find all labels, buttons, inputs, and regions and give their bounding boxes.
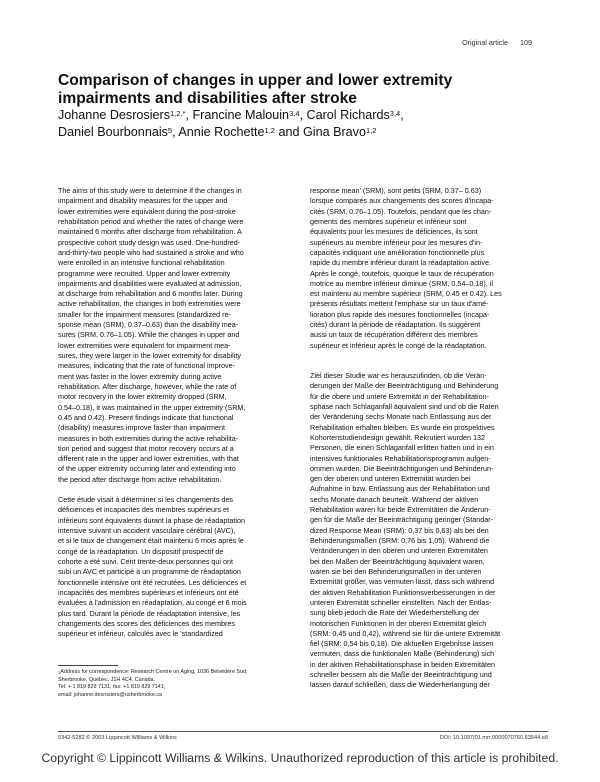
abstract-line: bei den Maßen der Beeinträchtigung äquivalent waren, [310, 556, 485, 566]
abstract-line: 0.54–0.18), it was maintained in the upper extremity (SRM, [58, 402, 246, 412]
abstract-line: intensives funktionales Rehabilitationsprogramm aufgen- [310, 453, 491, 463]
abstract-line: unteren Extremität schneller einstellten. Nach der Entlas- [310, 597, 492, 607]
header-section: Original article [462, 38, 508, 47]
abstract-line: motorischen Funktionen in der oberen Extremität gleich [310, 618, 487, 628]
abstract-line: intensive suivant un accident vasculaire cérébral (AVC), [58, 526, 236, 535]
abstract-line: vermuten, dass die funktionalen Maße (Behinderung) sich [310, 649, 495, 659]
right-column [310, 186, 548, 691]
abstract-line: supérieurs au membre inférieur pour les mesures d'in- [310, 237, 483, 247]
author-affiliation: 3,4 [389, 109, 401, 118]
abstract-line: were enrolled in an intensive functional rehabilitation [58, 258, 225, 268]
abstract-line: Aufnahme in bzw. Entlassung aus der Rehabilitation und [310, 484, 490, 494]
abstract-line: ment was faster in the lower extremity during active [58, 371, 222, 381]
abstract-line: motrice au membre inférieur diminue (SRM, 0.54–0.18), il [310, 278, 493, 288]
author-name: Carol Richards [306, 108, 390, 122]
author-affiliation: 1,2, [170, 109, 183, 118]
paragraph-gap [310, 351, 548, 371]
abstract-line: lower extremities were equivalent during the post-stroke [58, 206, 236, 216]
abstract-german [310, 371, 548, 691]
abstract-line: sechs Monate danach beurteilt. Während der aktiven [310, 494, 479, 504]
abstract-line: waren sie bei den Behinderungsmaßen in der unteren [310, 566, 482, 576]
left-column [58, 186, 290, 639]
abstract-line: sung blieb jedoch die Rate der Wiederherstellung der [310, 608, 480, 618]
abstract-line: rapide du membre inférieur durant la réadaptation active. [310, 258, 491, 268]
author-affiliation: 5 [167, 126, 173, 135]
abstract-line: Behinderungsmaßen (SRM: 0,76 bis 1,05). Während die [310, 536, 490, 545]
footnote-divider [58, 665, 118, 666]
title-line: Comparison of changes in upper and lower extremity [58, 72, 453, 89]
abstract-line: rehabilitation period and whether the rates of change were [58, 216, 244, 226]
abstract-line: in der aktiven Rehabilitationsphase in beiden Extremitäten [310, 659, 495, 669]
abstract-line: smaller for the impairment measures (standardized re- [58, 309, 231, 319]
abstract-line: sponse mean (SRM), 0.37–0.63) than the disability mea- [58, 320, 239, 330]
author-list [58, 107, 558, 141]
abstract-line: congé de la réadaptation. Un dispositif prospectif de [58, 546, 224, 556]
abstract-line: sphase nach Schlaganfall äquivalent sind und ob die Raten [310, 401, 499, 411]
abstract-line: sures (SRM, 0.76–1.05). While the changes in upper and [58, 330, 240, 340]
abstract-line: programme were recruited. Upper and lower extremity [58, 268, 231, 278]
abstract-line: gements des membres supérieur et inférieur sont [310, 216, 467, 226]
abstract-line: active rehabilitation, the changes in both extremities were [58, 299, 241, 309]
abstract-line: subi un AVC et participé à un programme de réadaptation [58, 567, 241, 577]
abstract-line: The aims of this study were to determine if the changes in [58, 186, 242, 195]
footer-divider [58, 731, 548, 732]
abstract-line: tion period and suggest that motor recovery occurs at a [58, 443, 234, 453]
abstract-line: and-thirty-two people who had sustained a stroke and who [58, 247, 244, 257]
abstract-line: (disability) measures improve faster than impairment [58, 423, 225, 433]
abstract-line: impairment and disability measures for the upper and [58, 196, 228, 206]
abstract-line: Rehabilitation waren für beide Extremitäten die Änderun- [310, 505, 491, 515]
abstract-line: different rate in the upper and lower extremities, with that [58, 454, 239, 464]
abstract-line: lioration plus rapide des mesures fonctionnelles (incapa- [310, 309, 490, 319]
abstract-line: für die obere und untere Extremität in der Rehabilitation- [310, 391, 489, 401]
author-name: Daniel Bourbonnais [58, 125, 168, 139]
abstract-line: gen der oberen und unteren Extremität wurden bei [310, 474, 471, 484]
abstract-line: Veränderungen in den oberen und unteren Extremitäten [310, 546, 488, 556]
author-name: Johanne Desrosiers [58, 108, 171, 122]
abstract-line: est maintenu au membre supérieur (SRM, 0.45 et 0.42). Les [310, 289, 502, 299]
abstract-line: schneller bessern als die Maße der Beeinträchtigung und [310, 670, 492, 680]
abstract-line: dized Response Mean (SRM): 0,37 bis 0,63) als bei den [310, 525, 489, 535]
paragraph-gap [58, 485, 290, 495]
abstract-line: lower extremities were equivalent for impairment mea- [58, 340, 231, 350]
abstract-line: capacités indiquant une amélioration fonctionnelle plus [310, 247, 485, 257]
footnote-line: Tel: + 1 819 829 7131; fax: +1 819 829 7141; [58, 684, 166, 691]
author-name: Annie Rochette [178, 125, 265, 139]
abstract-line: supérieur et inférieur, calculés avec le 'standardized [58, 629, 223, 639]
abstract-line: et si le taux de changement était maintenu 6 mois après le [58, 536, 244, 546]
abstract-line: Ziel dieser Studie war es herauszufinden, ob die Verän- [310, 371, 487, 380]
author-name: Gina Bravo [302, 125, 366, 139]
author-separator: , [400, 108, 404, 122]
abstract-line: lassen darauf schließen, dass die Wiederherlangung der [310, 680, 490, 690]
abstract-line: plus tard. Durant la période de réadaptation intensive, les [58, 608, 241, 618]
copyright-notice: Copyright © Lippincott Williams & Wilkins. Unauthorized reproduction of this article is prohibited. [41, 751, 559, 765]
abstract-line: at discharge from rehabilitation and 6 months later. During [58, 289, 243, 299]
abstract-line: motor recovery in the lower extremity dropped (SRM, [58, 392, 227, 402]
abstract-line: inférieurs sont équivalents durant la phase de réadaptation [58, 515, 246, 525]
author-affiliation: 1,2 [365, 126, 377, 135]
abstract-line: cités (SRM, 0.76–1.05). Toutefois, pendant que les chan- [310, 206, 492, 216]
abstract-line: évaluées à l'admission en réadaptation, au congé et 6 mois [58, 598, 247, 608]
abstract-line: der aktiven Rehabilitation Funktionsverbesserungen in der [310, 587, 496, 597]
author-separator: , [172, 125, 179, 139]
abstract-line: measures, indicating that the rate of functional improve- [58, 361, 235, 371]
abstract-line: gen für die Maße der Beeinträchtigung geringer (Standar- [310, 515, 493, 525]
abstract-line: incapacités des membres supérieurs et inférieurs ont été [58, 587, 239, 597]
abstract-line: cités) durant la période de réadaptation. Ils suggèrent [310, 320, 481, 330]
running-header [452, 38, 532, 47]
abstract-line: supérieur et inférieur après le congé de la réadaptation. [310, 340, 487, 350]
author-affiliation: 1,2 [264, 126, 275, 135]
corresponding-marker: * [182, 109, 186, 118]
footnote-email: email: johanne.desrosiers@usherbrooke.ca [58, 691, 163, 698]
abstract-line: sures, they were larger in the lower extremity for disability [58, 351, 241, 360]
abstract-line: der Veränderung sechs Monate nach Entlassung aus der [310, 412, 492, 422]
footnote-line: Address for correspondence: Research Centre on Aging, 1036 Belvédère Sud, [60, 669, 248, 675]
abstract-line: measures in both extremities during the active rehabilita- [58, 433, 239, 443]
header-page-number: 109 [520, 38, 532, 47]
abstract-line: déficiences et incapacités des membres supérieurs et [58, 505, 229, 515]
author-affiliation: 3,4 [289, 109, 300, 118]
abstract-line: (SRM: 0,45 und 0,42), während sie für die untere Extremität [310, 628, 501, 638]
abstract-line: of the upper extremity occurring later and extending into [58, 464, 236, 474]
article-title [58, 72, 548, 107]
abstract-line: Extremität größer, was vermuten lässt, dass sich während [310, 577, 495, 587]
abstract-line: fiel (SRM: 0,54 bis 0,18). Die aktuellen Ergebnisse lassen [310, 639, 494, 649]
footnote-marker: 1 [58, 670, 61, 675]
abstract-line: lorsque comparés aux changements des scores d'incapa- [310, 196, 494, 206]
abstract-french-continued [310, 186, 548, 351]
footer-issn: 0342-5282 © 2003 Lippincott Williams & Wilkins [58, 735, 177, 741]
abstract-line: Après le congé, toutefois, quoique le taux de récupération [310, 268, 494, 278]
abstract-line: Kohortenstudiendesign gewählt. Rekrutiert wurden 132 [310, 432, 486, 442]
abstract-line: Cette étude visait à déterminer si les changements des [58, 495, 233, 505]
abstract-line: the period after discharge from active rehabilitation. [58, 474, 222, 484]
author-separator: , [299, 108, 307, 122]
abstract-line: prospective cohort study design was used. One-hundred- [58, 237, 241, 247]
abstract-line: response mean' (SRM), sont petits (SRM, 0.37– 0.63) [310, 186, 482, 195]
title-line: impairments and disabilities after stroke [58, 89, 357, 107]
abstract-line: maintained 6 months after discharge from rehabilitation. A [58, 227, 242, 237]
footnote-line: Sherbrooke, Québec, J1H 4C4, Canada. [58, 676, 156, 683]
author-separator: and [274, 125, 303, 139]
abstract-line: impairments and disabilities were evaluated at admission, [58, 278, 242, 288]
abstract-line: fonctionnelle intensive ont été recrutées. Les déficiences et [58, 577, 247, 587]
abstract-line: aussi un taux de récupération différent des membres [310, 330, 478, 340]
abstract-line: Rehabilitation erhalten bleiben. Es wurde ein prospektives [310, 422, 495, 432]
abstract-line: ommen wurden. Die Beeinträchtigungen und Behinderun- [310, 463, 494, 473]
author-separator: , [185, 108, 193, 122]
abstract-line: Personen, die einen Schlaganfall erlitten hatten und in ein [310, 443, 494, 453]
abstract-line: présents résultats mettent l'emphase sur un taux d'amé- [310, 299, 489, 309]
correspondence-footnote [58, 669, 294, 699]
author-name: Francine Malouin [192, 108, 290, 122]
abstract-line: changements des scores des déficiences des membres [58, 618, 235, 628]
abstract-line: derungen der Maße der Beeinträchtigung und Behinderung [310, 381, 499, 391]
abstract-line: 0.45 and 0.42). Present findings indicate that functional [58, 412, 234, 422]
abstract-french [58, 495, 290, 639]
abstract-line: rehabilitation. After discharge, however, while the rate of [58, 381, 237, 391]
footer-doi: DOI: 10.1097/01.mrr.0000070760.63544.e8 [439, 735, 548, 741]
abstract-line: équivalents pour les mesures de déficiences, ils sont [310, 227, 478, 237]
abstract-english [58, 186, 290, 485]
abstract-line: cohorte a été suivi. Cent trente-deux personnes qui ont [58, 556, 234, 566]
